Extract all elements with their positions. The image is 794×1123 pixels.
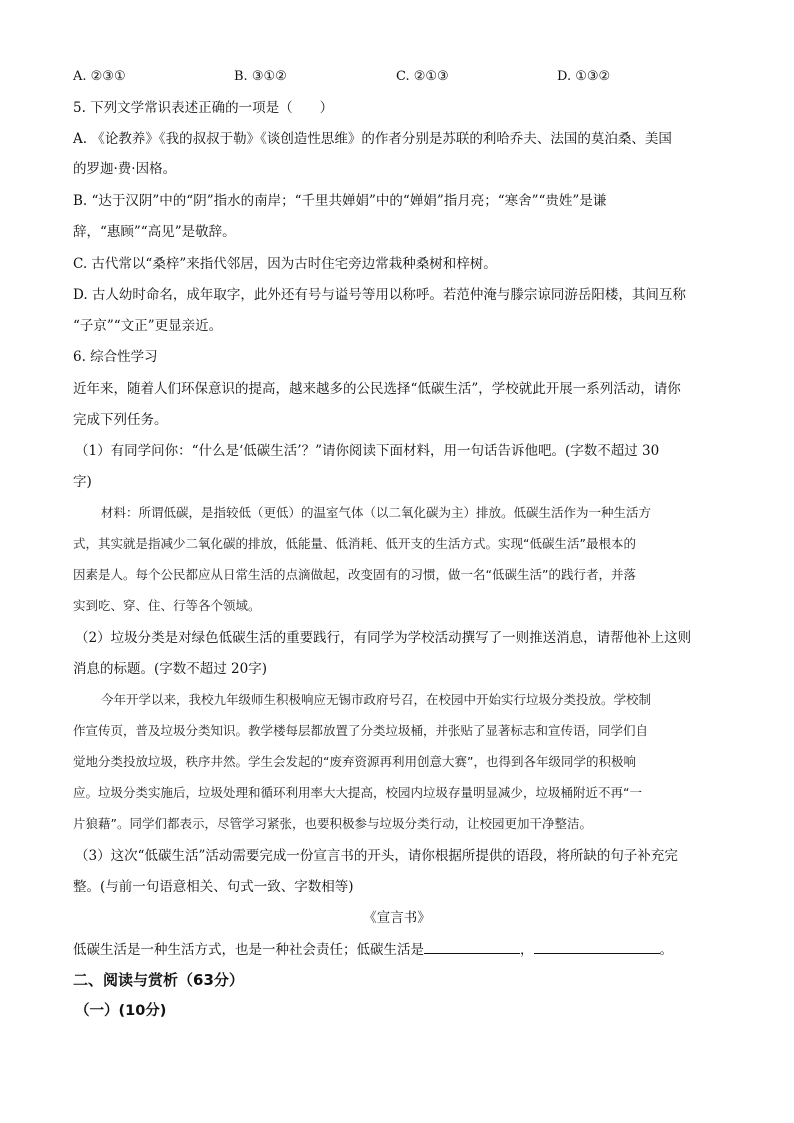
q4-option-a: A. ②③①: [73, 69, 126, 84]
material2-line5: 片狼藉”。同学们都表示，尽管学习紧张，也要积极参与垃圾分类行动，让校园更加干净整洁。: [73, 816, 592, 831]
q6-intro-line1: 近年来，随着人们环保意识的提高，越来越多的公民选择“低碳生活”，学校就此开展一系列活动，请你: [73, 381, 681, 397]
material1-line4: 实到吃、穿、住、行等各个领域。: [73, 598, 261, 613]
q5-stem: 5. 下列文学常识表述正确的一项是（ ）: [73, 100, 334, 116]
declaration-line: [73, 939, 673, 960]
material2-line1: 今年开学以来，我校九年级师生积极响应无锡市政府号召，在校园中开始实行垃圾分类投放。学校制: [101, 692, 652, 707]
material1-line3: 因素是人。每个公民都应从日常生活的点滴做起，改变固有的习惯，做一名“低碳生活”的践行者，并落: [73, 567, 636, 582]
q6-task2-line2: 消息的标题。(字数不超过 20字): [73, 661, 268, 677]
material1-line2: 式，其实就是指减少二氧化碳的排放，低能量、低消耗、低开支的生活方式。实现“低碳生活”最根本的: [73, 536, 636, 551]
section-two-sub-heading: （一）(10分): [75, 1003, 167, 1019]
q5-option-a-line2: 的罗迦·费·因格。: [73, 161, 177, 177]
declaration-end: 。: [659, 942, 673, 958]
q5-option-d-line1: D. 古人幼时命名，成年取字，此外还有号与谥号等用以称呼。若范仲淹与滕宗谅同游岳阳楼，其间互称: [73, 287, 686, 303]
q6-task1-line2: 字): [73, 474, 92, 490]
q5-option-d-line2: “子京”“文正”更显亲近。: [73, 318, 223, 334]
answer-blank-1[interactable]: [424, 939, 520, 954]
q4-option-c: C. ②①③: [396, 69, 449, 84]
q6-task2-line1: （2）垃圾分类是对绿色低碳生活的重要践行，有同学为学校活动撰写了一则推送消息，请帮他补上这则: [75, 630, 692, 646]
q5-option-b-line1: B. “达于汉阴”中的“阴”指水的南岸；“千里共婵娟”中的“婵娟”指月亮；“寒舍”“贵姓”是谦: [73, 193, 607, 209]
q5-option-a-line1: A. 《论教养》《我的叔叔于勒》《谈创造性思维》的作者分别是苏联的利哈乔夫、法国的莫泊桑、美国: [73, 131, 672, 147]
q5-option-c-line1: C. 古代常以“桑梓”来指代邻居，因为古时住宅旁边常栽种桑树和梓树。: [73, 256, 497, 272]
q6-task1-line1: （1）有同学问你：“什么是‘低碳生活’？”请你阅读下面材料，用一句话告诉他吧。(字数不超过 30: [75, 443, 660, 459]
q4-option-d: D. ①③②: [557, 69, 611, 84]
q6-task3-line1: （3）这次“低碳生活”活动需要完成一份宣言书的开头，请你根据所提供的语段，将所缺的句子补充完: [75, 848, 678, 864]
answer-blank-2[interactable]: [534, 939, 660, 954]
declaration-title: 《宣言书》: [363, 910, 431, 926]
material1-line1: 材料：所谓低碳，是指较低（更低）的温室气体（以二氧化碳为主）排放。低碳生活作为一种生活方: [101, 505, 652, 520]
declaration-text: 低碳生活是一种生活方式，也是一种社会责任；低碳生活是: [73, 942, 424, 958]
q5-option-b-line2: 辞，“惠顾”“高见”是敬辞。: [73, 224, 236, 240]
declaration-comma: ，: [520, 942, 534, 958]
material2-line2: 作宣传页，普及垃圾分类知识。教学楼每层都放置了分类垃圾桶，并张贴了显著标志和宣传语，同学们自: [73, 723, 649, 738]
material2-line4: 应。垃圾分类实施后，垃圾处理和循环利用率大大提高，校园内垃圾存量明显减少，垃圾桶附近不再“一: [73, 785, 642, 800]
q6-task3-line2: 整。(与前一句语意相关、句式一致、字数相等): [73, 879, 354, 895]
material2-line3: 觉地分类投放垃圾，秩序井然。学生会发起的“废弃资源再利用创意大赛”，也得到各年级同学的积极响: [73, 754, 636, 769]
section-two-heading: 二、阅读与赏析（63分）: [73, 971, 244, 989]
q4-option-b: B. ③①②: [234, 69, 287, 84]
q6-intro-line2: 完成下列任务。: [73, 412, 168, 428]
q6-title: 6. 综合性学习: [73, 349, 158, 365]
